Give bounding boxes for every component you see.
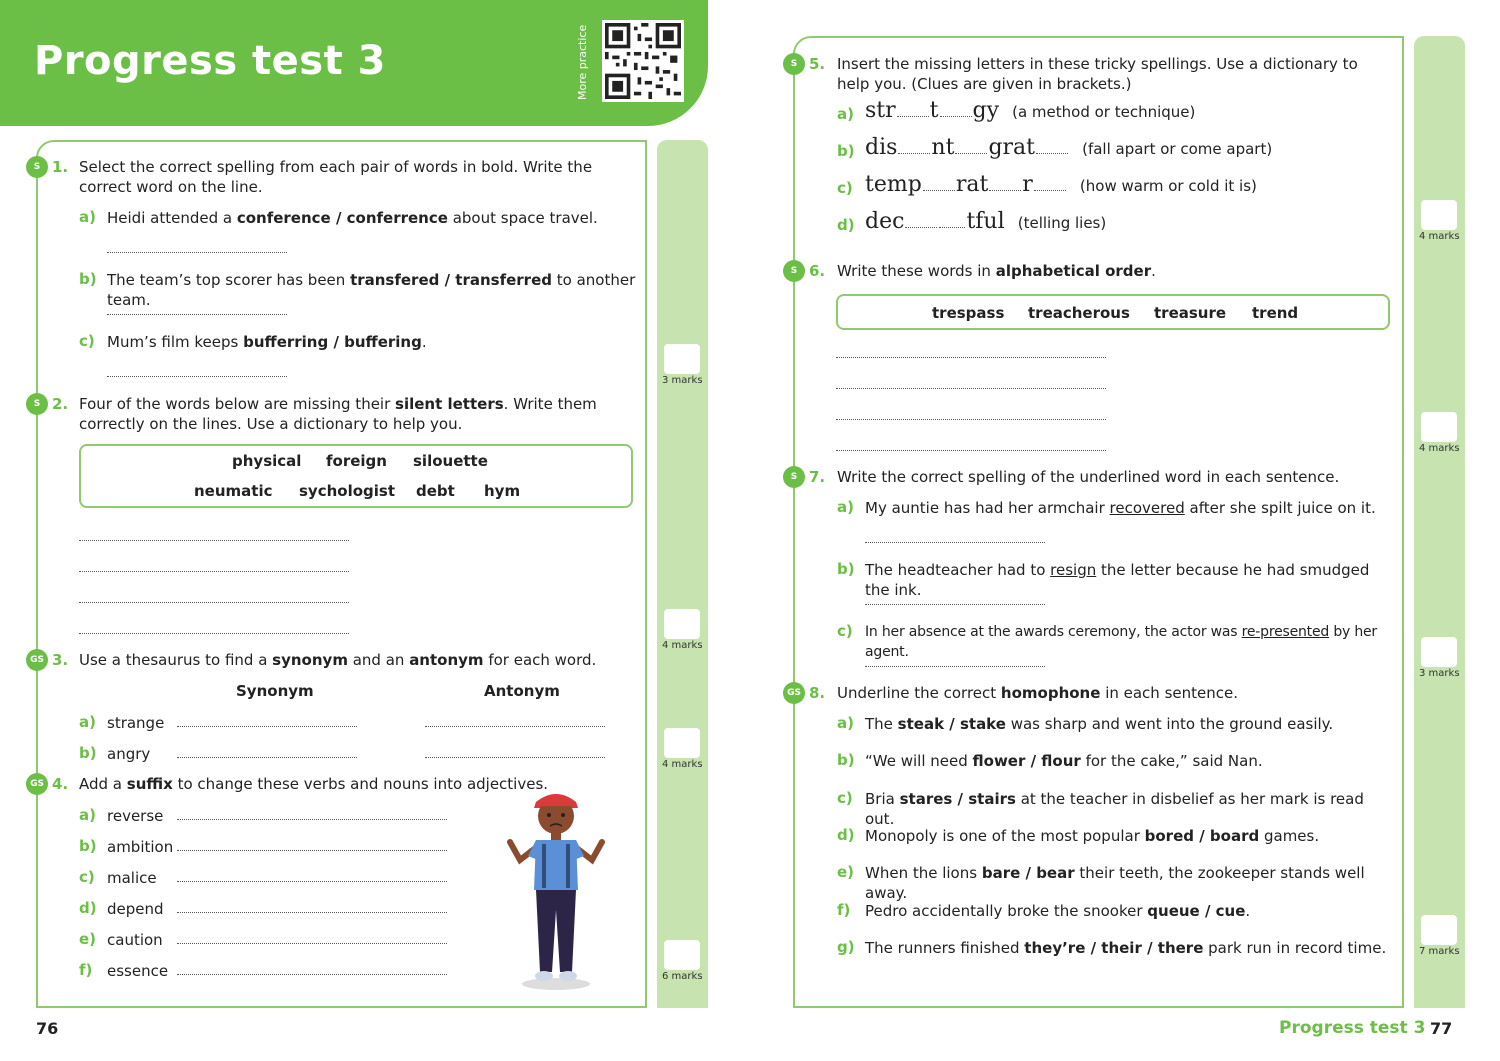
answer-line[interactable] — [865, 666, 1045, 667]
marks-label: 4 marks — [662, 759, 703, 770]
word: neumatic — [194, 482, 273, 500]
item-letter: a) — [837, 105, 854, 123]
word: physical — [232, 452, 302, 470]
marks-label: 7 marks — [1419, 946, 1460, 957]
item-letter: c) — [79, 868, 95, 886]
item-sentence: Heidi attended a conference / conferrence about space travel. — [107, 209, 598, 227]
page-number-left: 76 — [36, 1019, 59, 1038]
item-word: essence — [107, 962, 169, 980]
marks-label: 3 marks — [662, 375, 703, 386]
item-sentence: The team’s top scorer has been transfered / transferred to another team. — [107, 271, 636, 309]
blank[interactable] — [923, 190, 955, 191]
item-letter: a) — [79, 208, 96, 226]
blank[interactable] — [1034, 190, 1066, 191]
question-text: Select the correct spelling from each pair of words in bold. Write the correct word on the line. — [79, 158, 593, 196]
mark-box[interactable] — [1421, 412, 1457, 442]
page-number-right: 77 — [1430, 1019, 1453, 1038]
word: trespass — [932, 304, 1005, 322]
skill-badge: S — [26, 393, 48, 415]
item-sentence: Mum’s film keeps bufferring / buffering. — [107, 333, 427, 351]
item-sentence[interactable]: Monopoly is one of the most popular bored / board games. — [865, 827, 1320, 845]
spelling-item: dec tful (telling lies) — [865, 209, 1107, 234]
item-letter: g) — [837, 938, 855, 956]
item-sentence: In her absence at the awards ceremony, the actor was re-presented by her agent. — [865, 624, 1377, 660]
item-letter: f) — [837, 901, 851, 919]
question-number: 5. — [809, 55, 826, 73]
skill-badge: GS — [26, 773, 48, 795]
question-number: 8. — [809, 684, 826, 702]
blank[interactable] — [898, 153, 930, 154]
blank[interactable] — [989, 190, 1021, 191]
item-sentence[interactable]: The runners finished they’re / their / there park run in record time. — [865, 939, 1387, 957]
item-word: caution — [107, 931, 163, 949]
answer-line[interactable] — [836, 419, 1106, 420]
item-letter: b) — [837, 560, 855, 578]
word: treasure — [1154, 304, 1227, 322]
marks-label: 6 marks — [662, 971, 703, 982]
question-text: Insert the missing letters in these tricky spellings. Use a dictionary to help you. (Clues are given in brackets.) — [837, 55, 1358, 93]
item-word: ambition — [107, 838, 174, 856]
question-number: 3. — [52, 651, 69, 669]
item-word: reverse — [107, 807, 164, 825]
mark-box[interactable] — [1421, 637, 1457, 667]
marks-label: 3 marks — [1419, 668, 1460, 679]
word: treacherous — [1028, 304, 1130, 322]
mark-box[interactable] — [664, 728, 700, 758]
answer-line[interactable] — [79, 540, 349, 541]
item-letter: c) — [837, 179, 853, 197]
item-letter: b) — [837, 142, 855, 160]
question-number: 1. — [52, 158, 69, 176]
blank[interactable] — [897, 116, 929, 117]
mark-box[interactable] — [664, 940, 700, 970]
answer-line[interactable] — [177, 943, 447, 944]
item-word: malice — [107, 869, 157, 887]
word: trend — [1252, 304, 1299, 322]
shrugging-boy-illustration — [498, 786, 616, 994]
mark-box[interactable] — [1421, 915, 1457, 945]
question-number: 7. — [809, 468, 826, 486]
marks-label: 4 marks — [1419, 231, 1460, 242]
item-letter: c) — [837, 789, 853, 807]
item-word: depend — [107, 900, 164, 918]
skill-badge: S — [26, 156, 48, 178]
item-letter: d) — [79, 899, 97, 917]
question-text: Use a thesaurus to find a synonym and an antonym for each word. — [79, 651, 597, 669]
column-header-antonym: Antonym — [484, 682, 560, 700]
item-letter: c) — [79, 332, 95, 350]
answer-line[interactable] — [177, 850, 447, 851]
blank[interactable] — [939, 227, 965, 228]
question-number: 4. — [52, 775, 69, 793]
item-letter: d) — [837, 216, 855, 234]
right-marks-strip — [1414, 36, 1465, 1008]
spelling-item: dis nt grat (fall apart or come apart) — [865, 135, 1273, 160]
item-sentence[interactable]: “We will need flower / flour for the cake,” said Nan. — [865, 752, 1263, 770]
question-number: 2. — [52, 395, 69, 413]
blank[interactable] — [1036, 153, 1068, 154]
item-letter: b) — [79, 270, 97, 288]
blank[interactable] — [955, 153, 987, 154]
blank[interactable] — [905, 227, 937, 228]
skill-badge: S — [783, 466, 805, 488]
marks-label: 4 marks — [662, 640, 703, 651]
spelling-item: temp rat r (how warm or cold it is) — [865, 172, 1257, 197]
skill-badge: GS — [783, 682, 805, 704]
answer-line[interactable] — [836, 357, 1106, 358]
item-letter: c) — [837, 622, 853, 640]
answer-line[interactable] — [107, 252, 287, 253]
answer-line[interactable] — [79, 633, 349, 634]
column-header-synonym: Synonym — [236, 682, 314, 700]
synonym-answer-line[interactable] — [177, 726, 357, 727]
item-sentence: The headteacher had to resign the letter because he had smudged the ink. — [865, 561, 1370, 599]
answer-line[interactable] — [836, 388, 1106, 389]
question-number: 6. — [809, 262, 826, 280]
word: sychologist — [299, 482, 396, 500]
answer-line[interactable] — [79, 571, 349, 572]
item-word: strange — [107, 714, 165, 732]
item-word: angry — [107, 745, 151, 763]
item-sentence[interactable]: When the lions bare / bear their teeth, the zookeeper stands well away. — [865, 864, 1365, 902]
synonym-answer-line[interactable] — [177, 757, 357, 758]
item-sentence[interactable]: Bria stares / stairs at the teacher in disbelief as her mark is read out. — [865, 790, 1364, 828]
item-sentence: My auntie has had her armchair recovered after she spilt juice on it. — [865, 499, 1376, 517]
answer-line[interactable] — [177, 974, 447, 975]
antonym-answer-line[interactable] — [425, 726, 605, 727]
item-sentence[interactable]: The steak / stake was sharp and went into the ground easily. — [865, 715, 1334, 733]
item-letter: a) — [79, 713, 96, 731]
answer-line[interactable] — [177, 819, 447, 820]
spelling-item: str t gy (a method or technique) — [865, 98, 1196, 123]
word: hym — [484, 482, 521, 500]
item-letter: f) — [79, 961, 93, 979]
question-text: Write the correct spelling of the underlined word in each sentence. — [837, 468, 1340, 486]
left-marks-strip — [657, 140, 708, 1008]
item-letter: b) — [79, 837, 97, 855]
item-letter: a) — [837, 498, 854, 516]
item-letter: b) — [837, 751, 855, 769]
question-text: Four of the words below are missing their silent letters. Write them correctly on the lines. Use a dictionary to help you. — [79, 395, 597, 433]
answer-line[interactable] — [865, 542, 1045, 543]
item-letter: a) — [79, 806, 96, 824]
answer-line[interactable] — [865, 604, 1045, 605]
skill-badge: S — [783, 53, 805, 75]
question-text: Add a suffix to change these verbs and nouns into adjectives. — [79, 775, 549, 793]
item-letter: a) — [837, 714, 854, 732]
question-text: Underline the correct homophone in each sentence. — [837, 684, 1238, 702]
answer-line[interactable] — [177, 881, 447, 882]
question-text: Write these words in alphabetical order. — [837, 262, 1156, 280]
skill-badge: S — [783, 260, 805, 282]
antonym-answer-line[interactable] — [425, 757, 605, 758]
answer-line[interactable] — [107, 376, 287, 377]
item-letter: d) — [837, 826, 855, 844]
answer-line[interactable] — [79, 602, 349, 603]
blank[interactable] — [940, 116, 972, 117]
qr-code-icon[interactable] — [602, 20, 684, 102]
more-practice-label: More practice — [576, 24, 589, 100]
item-letter: e) — [79, 930, 97, 948]
mark-box[interactable] — [664, 609, 700, 639]
item-letter: e) — [837, 863, 855, 881]
skill-badge: GS — [26, 649, 48, 671]
word: silouette — [413, 452, 488, 470]
mark-box[interactable] — [664, 344, 700, 374]
answer-line[interactable] — [177, 912, 447, 913]
page-title: Progress test 3 — [34, 38, 386, 84]
item-letter: b) — [79, 744, 97, 762]
footer-title: Progress test 3 — [1279, 1018, 1426, 1038]
item-sentence[interactable]: Pedro accidentally broke the snooker queue / cue. — [865, 902, 1251, 920]
marks-label: 4 marks — [1419, 443, 1460, 454]
mark-box[interactable] — [1421, 200, 1457, 230]
answer-line[interactable] — [107, 314, 287, 315]
word: debt — [416, 482, 455, 500]
word: foreign — [326, 452, 387, 470]
answer-line[interactable] — [836, 450, 1106, 451]
